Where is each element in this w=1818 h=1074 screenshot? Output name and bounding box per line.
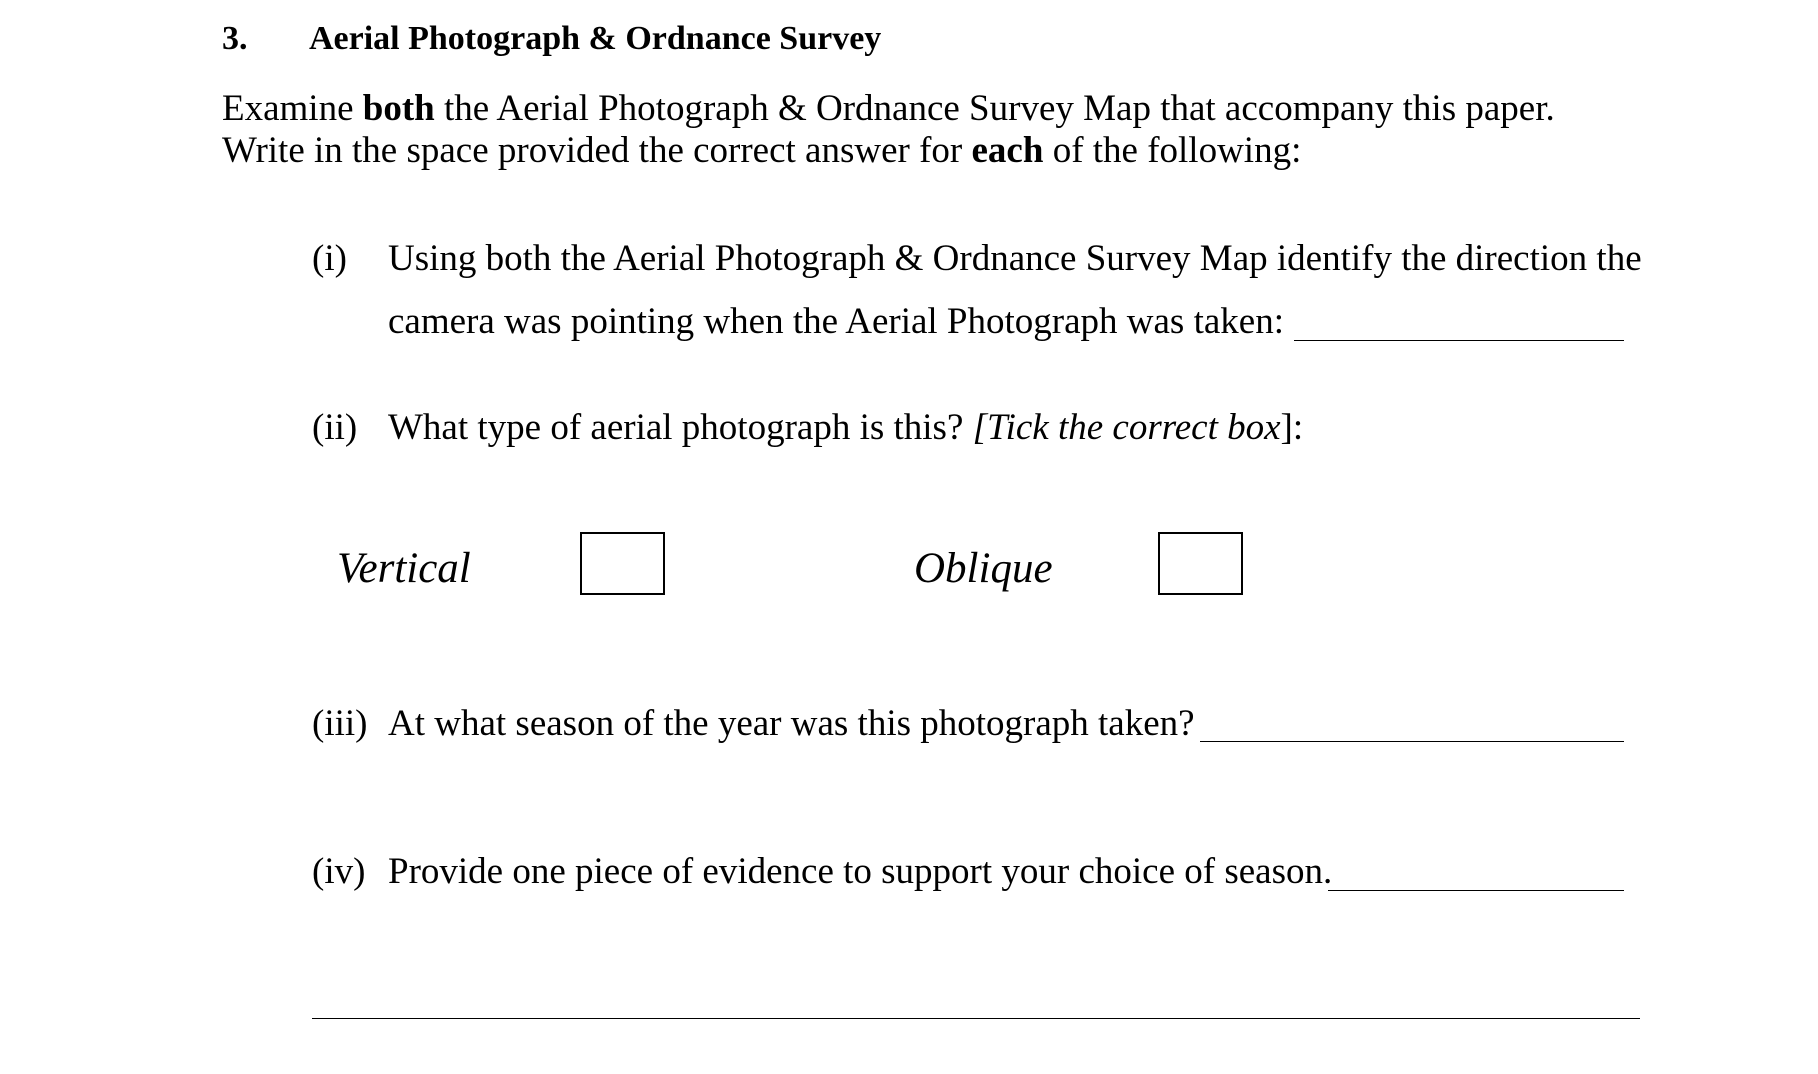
intro-line-1-bold: both (362, 88, 435, 129)
part-iv (312, 850, 1332, 893)
part-iv-label: (iv) (312, 851, 366, 892)
intro-line-1-text-b: the Aerial Photograph & Ordnance Survey Map that accompany this paper. (434, 88, 1555, 129)
option-oblique-label: Oblique (914, 545, 1053, 592)
part-iv-answer-line-2[interactable] (312, 1018, 1640, 1019)
part-iii-answer-line[interactable] (1200, 741, 1624, 742)
option-oblique-checkbox[interactable] (1158, 532, 1243, 595)
part-iv-text: Provide one piece of evidence to support your choice of season. (388, 851, 1333, 892)
part-i (312, 237, 1642, 280)
part-ii (312, 406, 1303, 449)
option-vertical-checkbox[interactable] (580, 532, 665, 595)
part-i-text-line-2: camera was pointing when the Aerial Photograph was taken: (388, 301, 1284, 342)
intro-line-1-text-a: Examine (222, 88, 363, 129)
intro-line-2-text-a: Write in the space provided the correct answer for (222, 130, 972, 171)
intro-line-1 (222, 88, 1555, 130)
intro-line-2-text-b: of the following: (1043, 130, 1302, 171)
intro-line-2-bold: each (971, 130, 1044, 171)
part-iii-text: At what season of the year was this photograph taken? (388, 703, 1195, 744)
part-i-label: (i) (312, 238, 347, 279)
part-iii-label: (iii) (312, 703, 368, 744)
part-ii-text-italic: [Tick the correct box (972, 407, 1281, 448)
part-iv-answer-line-1[interactable] (1328, 890, 1624, 891)
part-ii-text-b: ]: (1280, 407, 1304, 448)
part-i-answer-line[interactable] (1294, 340, 1624, 341)
part-ii-label: (ii) (312, 407, 358, 448)
part-iii (312, 702, 1195, 745)
option-vertical-label: Vertical (337, 545, 471, 592)
question-number: 3. (222, 20, 248, 57)
question-intro (222, 88, 1555, 172)
part-i-text-line-1: Using both the Aerial Photograph & Ordnance Survey Map identify the direction the (388, 238, 1642, 279)
part-ii-text-a: What type of aerial photograph is this? (388, 407, 973, 448)
question-heading (222, 20, 881, 58)
question-title: Aerial Photograph & Ordnance Survey (309, 20, 882, 57)
intro-line-2 (222, 130, 1555, 172)
